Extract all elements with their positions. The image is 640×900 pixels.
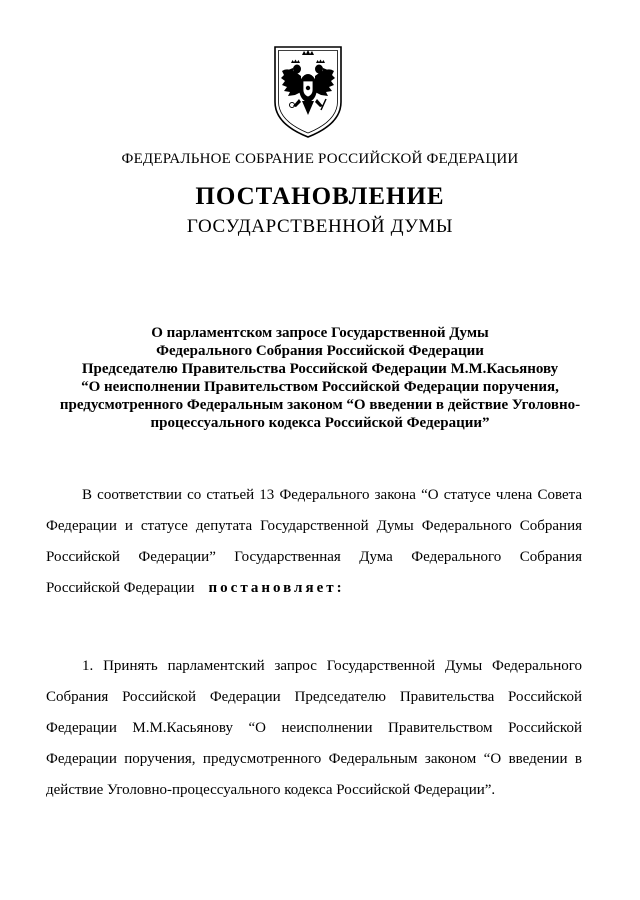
point-1-paragraph [46,651,582,806]
paragraph-line: Федерации и статусе депутата Государственной Думы Федерального Собрания [46,518,582,534]
document-issuer: ГОСУДАРСТВЕННОЙ ДУМЫ [186,216,454,237]
paragraph-line: Федерации М.М.Касьянову “О неисполнении Правительством Российской [46,720,582,736]
paragraph-line: 1. Принять парламентский запрос Государственной Думы Федерального [82,658,582,674]
title-line: Федерального Собрания Российской Федерации [156,343,484,359]
title-line: Председателю Правительства Российской Федерации М.М.Касьянову [81,361,559,377]
coat-of-arms-emblem [271,44,345,140]
resolves-keyword: постановляет: [208,580,345,596]
document-title [0,324,640,432]
paragraph-line: В соответствии со статьей 13 Федерального закона “О статусе члена Совета [82,487,582,503]
paragraph-line: действие Уголовно-процессуального кодекса Российской Федерации”. [46,782,496,798]
paragraph-line: Российской Федерации” Государственная Дума Федерального Собрания [46,549,582,565]
title-line: “О неисполнении Правительством Российской Федерации поручения, [81,379,559,395]
title-line: предусмотренного Федеральным законом “О введении в действие Уголовно- [59,397,581,413]
preamble-paragraph [46,480,582,604]
paragraph-line: Российской Федерации [46,580,195,596]
title-line: О парламентском запросе Государственной Думы [151,325,489,341]
title-line: процессуального кодекса Российской Федерации” [150,415,490,431]
double-headed-eagle-icon [271,44,345,140]
document-type: ПОСТАНОВЛЕНИЕ [195,183,445,210]
paragraph-line: Собрания Российской Федерации Председателю Правительства Российской [46,689,582,705]
paragraph-line: Федерации поручения, предусмотренного Федеральным законом “О введении в [46,751,582,767]
paragraph-line-final [46,573,582,604]
organization-name: ФЕДЕРАЛЬНОЕ СОБРАНИЕ РОССИЙСКОЙ ФЕДЕРАЦИИ [121,151,519,167]
